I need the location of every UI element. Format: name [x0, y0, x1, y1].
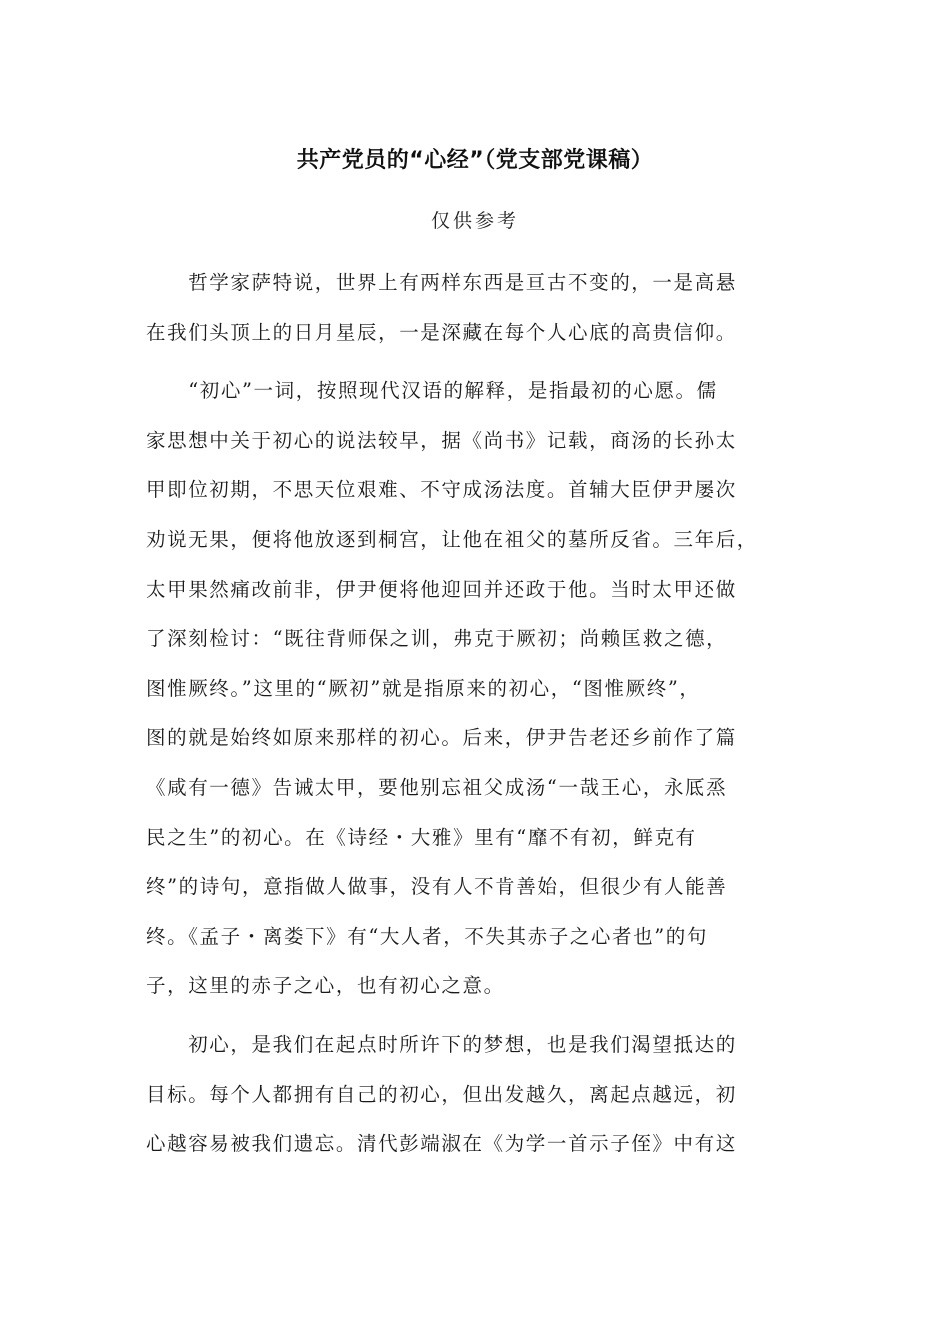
text-line: 目标。每个人都拥有自己的初心，但出发越久，离起点越远，初: [146, 1082, 737, 1106]
text-line: 初心，是我们在起点时所许下的梦想，也是我们渴望抵达的: [146, 1032, 737, 1056]
text-line: 了深刻检讨：“既往背师保之训，弗克于厥初；尚赖匡救之德，: [146, 627, 728, 651]
paragraph-1: [146, 266, 806, 365]
text-line: “初心”一词，按照现代汉语的解释，是指最初的心愿。儒: [146, 379, 718, 403]
text-line: 图的就是始终如原来那样的初心。后来，伊尹告老还乡前作了篇: [146, 726, 737, 750]
text-line: 《咸有一德》告诫太甲，要他别忘祖父成汤“一哉王心，永厎烝: [146, 775, 728, 799]
document-title: 共产党员的“心经”（党支部党课稿）: [296, 148, 654, 173]
text-line: 太甲果然痛改前非，伊尹便将他迎回并还政于他。当时太甲还做: [146, 577, 737, 601]
text-line: 终。《孟子・离娄下》有“大人者，不失其赤子之心者也”的句: [146, 924, 708, 948]
text-line: 家思想中关于初心的说法较早，据《尚书》记载，商汤的长孙太: [146, 428, 737, 452]
text-line: 甲即位初期，不思天位艰难、不守成汤法度。首辅大臣伊尹屡次: [146, 478, 737, 502]
paragraph-3: [146, 1028, 806, 1177]
text-line: 心越容易被我们遗忘。清代彭端淑在《为学一首示子侄》中有这: [146, 1132, 737, 1156]
text-line: 终”的诗句，意指做人做事，没有人不肯善始，但很少有人能善: [146, 875, 728, 899]
text-line: 图惟厥终。”这里的“厥初”就是指原来的初心，“图惟厥终”，: [146, 676, 701, 700]
paragraph-2: [146, 374, 806, 1019]
text-line: 哲学家萨特说，世界上有两样东西是亘古不变的，一是高悬: [146, 271, 737, 294]
text-line: 子，这里的赤子之心，也有初心之意。: [146, 974, 505, 998]
document-body: [146, 266, 806, 1177]
text-line: 在我们头顶上的日月星辰，一是深藏在每个人心底的高贵信仰。: [146, 320, 737, 344]
text-line: 民之生”的初心。在《诗经・大雅》里有“靡不有初，鲜克有: [146, 825, 697, 849]
document-subtitle: 仅供参考: [430, 210, 519, 232]
text-line: 劝说无果，便将他放逐到桐宫，让他在祖父的墓所反省。三年后，: [146, 527, 758, 551]
